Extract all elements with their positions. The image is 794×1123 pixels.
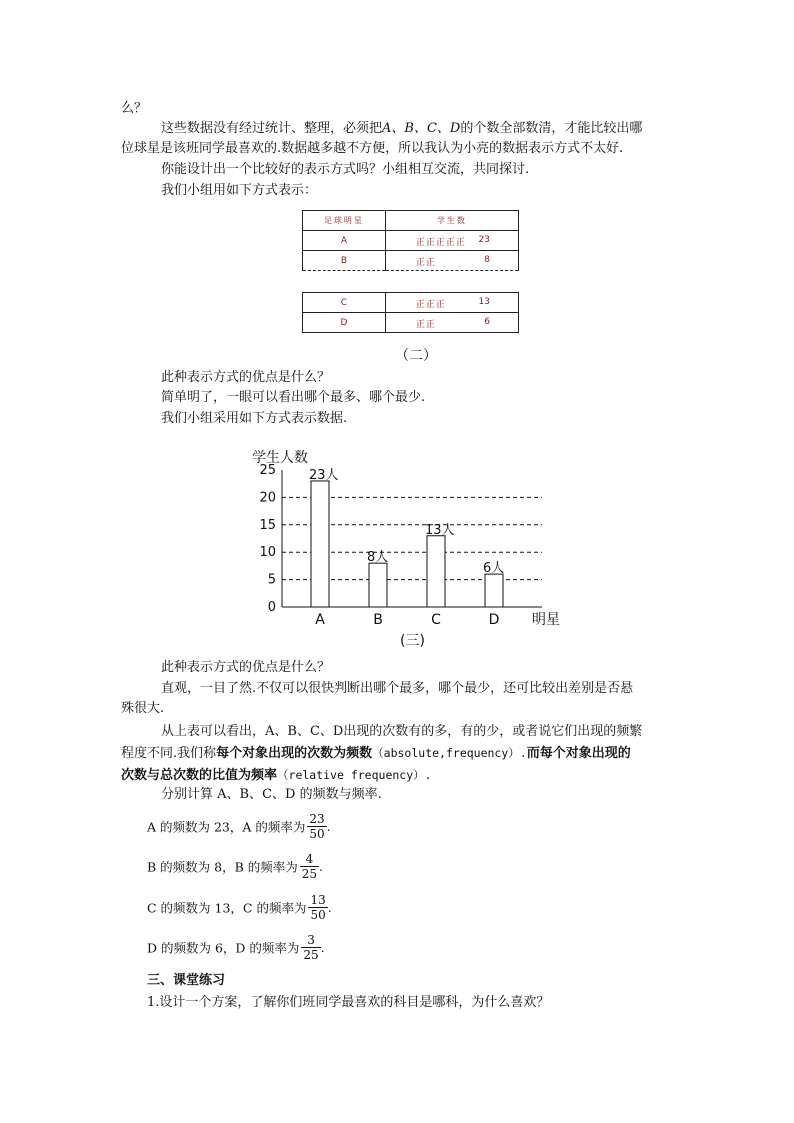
fraction: $\frac{3}{25}$ — [303, 933, 319, 962]
text-line: 位球星是该班同学最喜欢的.数据越多越不方便，所以我认为小亮的数据表示方式不太好. — [121, 141, 624, 156]
bar — [311, 481, 329, 607]
table-caption: （二） — [395, 348, 437, 364]
text-line: 么？ — [121, 101, 148, 116]
frequency-line-a: A 的频数为 23，A 的频率为 $\frac{23}{50}$ . — [147, 812, 331, 841]
bar-data-label: 13人 — [425, 522, 455, 538]
cell-star: B — [303, 251, 386, 271]
table-row — [303, 231, 519, 251]
bar — [485, 574, 503, 607]
text-line: 我们小组用如下方式表示： — [161, 183, 318, 198]
text-line: 简单明了，一眼可以看出哪个最多、哪个最少. — [161, 390, 426, 405]
text-line: 殊很大. — [121, 701, 165, 716]
cell-count: 13 — [478, 297, 490, 307]
chart-xlabel: 明星 — [532, 612, 560, 628]
y-tick-label: 25 — [259, 463, 276, 478]
bar-data-label: 8人 — [367, 550, 389, 566]
x-tick-label: D — [488, 612, 500, 628]
cell-tally: 正正 — [415, 258, 436, 268]
cell-star: C — [303, 293, 386, 313]
fraction: $\frac{4}{25}$ — [301, 852, 318, 881]
text-line: 我们小组采用如下方式表示数据. — [161, 411, 348, 426]
text-line: 你能设计出一个比较好的表示方式吗？小组相互交流，共同探讨. — [161, 162, 530, 177]
exercise-question: 1.设计一个方案，了解你们班同学最喜欢的科目是哪科，为什么喜欢？ — [147, 995, 550, 1010]
y-tick-label: 10 — [259, 545, 276, 561]
y-tick-label: 15 — [259, 517, 276, 533]
x-tick-label: A — [315, 612, 325, 628]
section-title: 三、课堂练习 — [147, 973, 226, 988]
x-tick-label: B — [373, 612, 383, 628]
y-tick-label: 20 — [259, 490, 276, 506]
text-line: 直观，一目了然.不仅可以很快判断出哪个最多，哪个最少，还可比较出差别是否悬 — [161, 681, 634, 696]
frequency-line-c: C 的频数为 13，C 的频率为 $\frac{13}{50}$ . — [147, 893, 332, 922]
chart-caption: (三) — [400, 633, 425, 649]
table-row — [303, 251, 519, 271]
table-row — [303, 313, 519, 333]
definition-frequency: 每个对象出现的次数为频数 — [216, 746, 373, 761]
bar-chart — [0, 440, 794, 650]
bar-data-label: 23人 — [309, 467, 339, 483]
text-line: 程度不同.我们称每个对象出现的次数为频数（absolute,frequency）.而每个对象出现的 — [121, 746, 631, 761]
cell-tally: 正正正 — [415, 300, 446, 310]
cell-star: A — [303, 231, 386, 251]
tally-table-bottom — [302, 292, 519, 333]
fraction: $\frac{23}{50}$ — [309, 812, 325, 841]
x-tick-label: C — [431, 612, 441, 628]
table-header-star: 足球明星 — [303, 211, 386, 231]
cell-tally: 正正 — [415, 320, 436, 330]
y-tick-label: 0 — [267, 600, 276, 615]
cell-count: 23 — [478, 235, 490, 245]
y-tick-label: 5 — [267, 572, 276, 588]
text-line: 这些数据没有经过统计、整理，必须把A、B、C、D的个数全部数清，才能比较出哪 — [161, 121, 643, 136]
text-line: 此种表示方式的优点是什么？ — [161, 660, 331, 675]
text-line: 分别计算 A、B、C、D 的频数与频率. — [161, 787, 382, 802]
bar — [427, 536, 445, 607]
chart-ylabel: 学生人数 — [252, 450, 308, 466]
text-line: 此种表示方式的优点是什么？ — [161, 370, 331, 385]
bar-data-label: 6人 — [483, 561, 505, 577]
frequency-line-d: D 的频数为 6，D 的频率为 $\frac{3}{25}$ . — [147, 933, 325, 962]
text-line: 次数与总次数的比值为频率（relative frequency）. — [121, 768, 432, 783]
table-header-count: 学生数 — [385, 211, 518, 231]
fraction: $\frac{13}{50}$ — [310, 893, 326, 922]
cell-count: 6 — [484, 317, 490, 327]
cell-count: 8 — [484, 255, 490, 265]
text-line: 从上表可以看出，A、B、C、D出现的次数有的多，有的少，或者说它们出现的频繁 — [161, 724, 643, 739]
cell-tally: 正正正正正 — [415, 238, 466, 248]
bar — [369, 563, 387, 607]
table-row — [303, 293, 519, 313]
tally-table-top — [302, 210, 519, 271]
definition-relative-frequency: 次数与总次数的比值为频率 — [121, 768, 278, 783]
cell-star: D — [303, 313, 386, 333]
frequency-line-b: B 的频数为 8，B 的频率为 $\frac{4}{25}$ . — [147, 852, 324, 881]
